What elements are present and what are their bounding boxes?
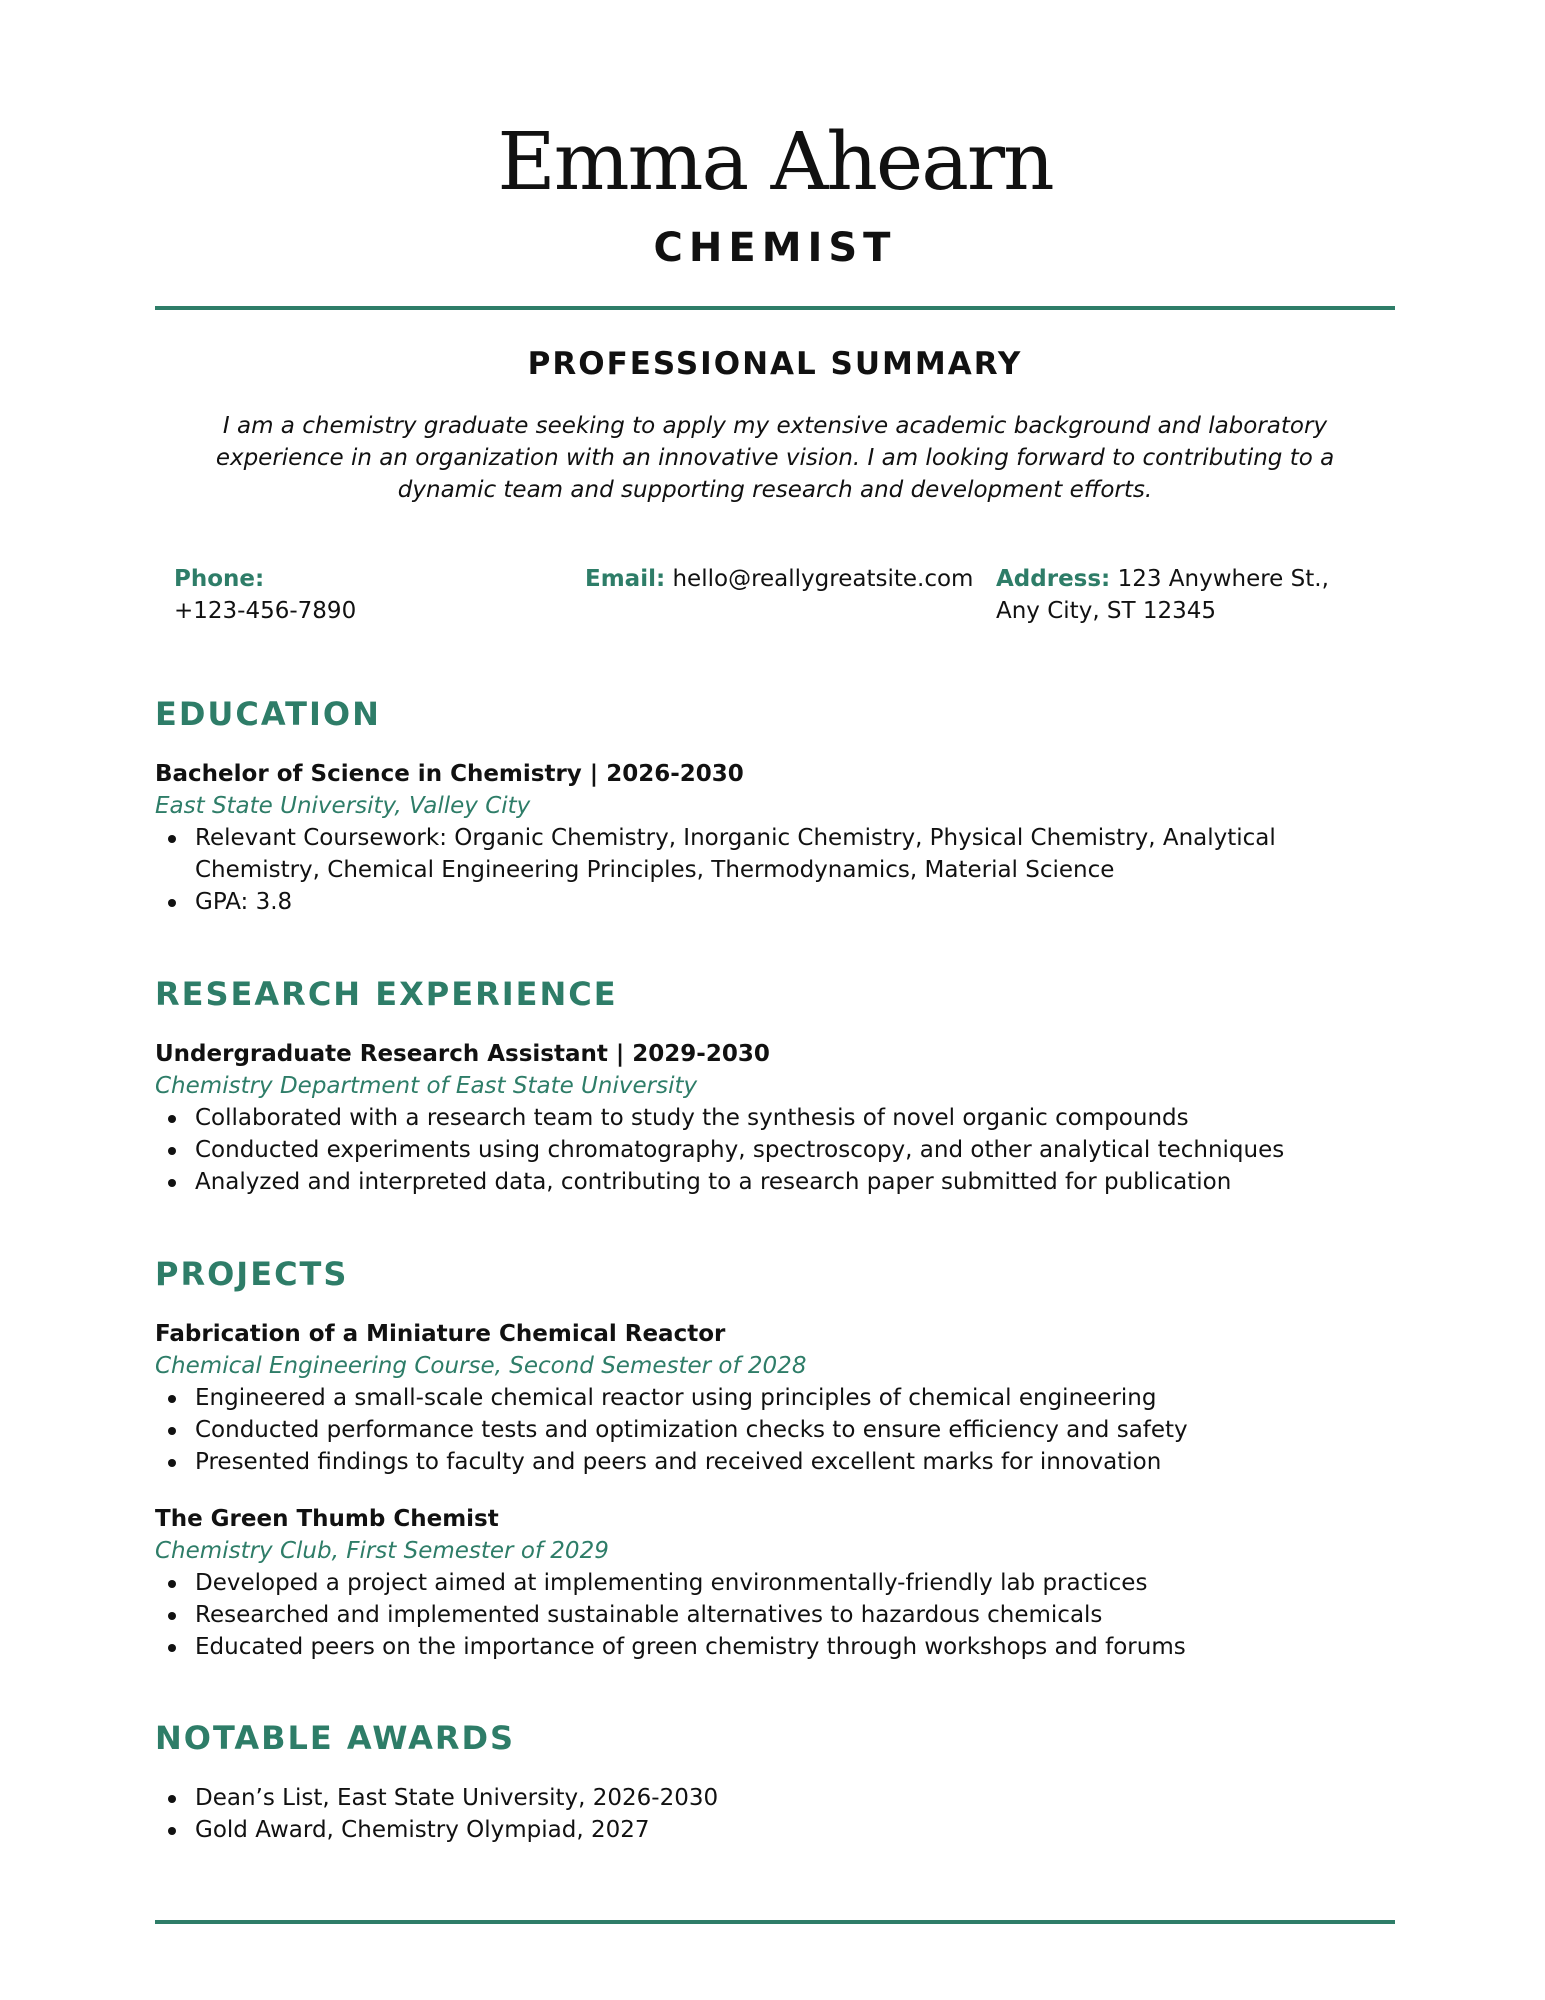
list-item: Educated peers on the importance of green chemistry through workshops and forums [195, 1631, 1395, 1663]
entry-subtitle: East State University, Valley City [155, 793, 531, 819]
bullet-list [155, 1382, 1395, 1478]
bullet-list [155, 1102, 1395, 1198]
education-entry [155, 758, 1395, 918]
list-item: Dean’s List, East State University, 2026-2030 [195, 1782, 1395, 1814]
candidate-name: Emma Ahearn [497, 115, 1053, 208]
list-item: Analyzed and interpreted data, contributing to a research paper submitted for publication [195, 1166, 1395, 1198]
summary-heading: PROFESSIONAL SUMMARY [527, 346, 1023, 382]
list-item: Conducted experiments using chromatography, spectroscopy, and other analytical techniques [195, 1134, 1395, 1166]
education-heading: EDUCATION [155, 695, 381, 733]
bullet-list [155, 1782, 1395, 1846]
bullet-list [155, 822, 1395, 918]
address-value: 123 Anywhere St., Any City, ST 12345 [996, 566, 1329, 624]
list-item: Collaborated with a research team to study the synthesis of novel organic compounds [195, 1102, 1395, 1134]
list-item: Gold Award, Chemistry Olympiad, 2027 [195, 1814, 1395, 1846]
projects-heading: PROJECTS [155, 1255, 349, 1293]
awards-heading: NOTABLE AWARDS [155, 1719, 516, 1757]
list-item: Developed a project aimed at implementing environmentally-friendly lab practices [195, 1567, 1395, 1599]
list-item: GPA: 3.8 [195, 886, 1395, 918]
address-label: Address: [996, 566, 1111, 592]
contact-phone [174, 563, 534, 627]
research-heading: RESEARCH EXPERIENCE [155, 975, 618, 1013]
contact-email [585, 563, 985, 595]
top-divider [155, 306, 1395, 310]
research-entry [155, 1038, 1395, 1198]
list-item: Engineered a small-scale chemical reactor using principles of chemical engineering [195, 1382, 1395, 1414]
bullet-list [155, 1567, 1395, 1663]
list-item: Presented findings to faculty and peers and received excellent marks for innovation [195, 1446, 1395, 1478]
email-label: Email: [585, 566, 666, 592]
summary-text: I am a chemistry graduate seeking to apply my extensive academic background and laboratory experience in an organization with an innovative vision. I am looking forward to contributing to a dynamic team and supporting research and development efforts. [215, 413, 1335, 503]
entry-subtitle: Chemical Engineering Course, Second Semester of 2028 [155, 1353, 807, 1379]
list-item: Researched and implemented sustainable alternatives to hazardous chemicals [195, 1599, 1395, 1631]
entry-title: Undergraduate Research Assistant | 2029-2030 [155, 1041, 770, 1067]
phone-value: +123-456-7890 [174, 598, 357, 624]
email-value: hello@reallygreatsite.com [672, 566, 974, 592]
awards-entry [155, 1782, 1395, 1846]
project-entry [155, 1503, 1395, 1663]
job-title: CHEMIST [653, 225, 897, 271]
entry-title: Fabrication of a Miniature Chemical Reactor [155, 1321, 726, 1347]
entry-title: The Green Thumb Chemist [155, 1506, 499, 1532]
entry-subtitle: Chemistry Club, First Semester of 2029 [155, 1538, 609, 1564]
list-item: Relevant Coursework: Organic Chemistry, Inorganic Chemistry, Physical Chemistry, Analytical Chemistry, Chemical Engineering Principles, Thermodynamics, Material Science [195, 822, 1395, 886]
bottom-divider [155, 1920, 1395, 1924]
entry-title: Bachelor of Science in Chemistry | 2026-2030 [155, 761, 744, 787]
phone-label: Phone: [174, 566, 265, 592]
contact-address [996, 563, 1376, 627]
project-entry [155, 1318, 1395, 1478]
list-item: Conducted performance tests and optimization checks to ensure efficiency and safety [195, 1414, 1395, 1446]
entry-subtitle: Chemistry Department of East State University [155, 1073, 698, 1099]
